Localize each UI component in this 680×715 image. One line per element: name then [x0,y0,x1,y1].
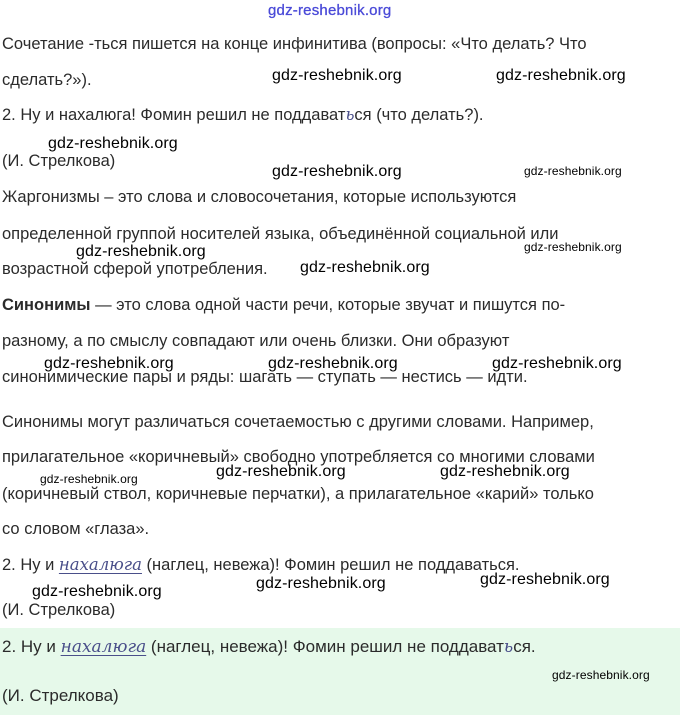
paragraph-compatibility-line-1: Синонимы могут различаться сочетаемостью с другими словами. Например, [2,413,594,431]
example-1-handwritten-letter: ь [345,105,355,124]
answer-panel-author: (И. Стрелкова) [2,686,119,705]
example-sentence-1 [2,105,484,125]
watermark: gdz-reshebnik.org [496,67,626,84]
watermark: gdz-reshebnik.org [300,259,430,276]
watermark: gdz-reshebnik.org [440,463,570,480]
watermark-top: gdz-reshebnik.org [268,2,392,19]
paragraph-infinitive-line-1: Сочетание -ться пишется на конце инфинитива (вопросы: «Что делать? Что [2,35,587,53]
paragraph-compatibility-line-3: (коричневый ствол, коричневые перчатки), а прилагательное «карий» только [2,485,594,503]
watermark: gdz-reshebnik.org [524,240,622,254]
watermark: gdz-reshebnik.org [268,355,398,372]
watermark: gdz-reshebnik.org [480,571,610,588]
example-sentence-2 [2,555,520,575]
paragraph-compatibility-line-4: со словом «глаза». [2,520,150,538]
author-2: (И. Стрелкова) [2,601,116,619]
panel-part-b: (наглец, невежа)! Фомин решил не поддават [146,637,504,656]
watermark: gdz-reshebnik.org [492,355,622,372]
watermark: gdz-reshebnik.org [256,575,386,592]
paragraph-synonyms-line-2: разному, а по смыслу совпадают или очень близки. Они образуют [2,332,510,350]
watermark: gdz-reshebnik.org [32,583,162,600]
watermark: gdz-reshebnik.org [216,463,346,480]
panel-part-c: ся. [513,637,536,656]
answer-panel-sentence [2,637,536,657]
example-1-part-b: ся (что делать?). [354,106,484,124]
paragraph-compatibility-line-2: прилагательное «коричневый» свободно употребляется со многими словами [2,448,595,466]
paragraph-jargon-line-2: определенной группой носителей языка, объединённой социальной или [2,225,559,243]
paragraph-synonyms-line-1 [2,295,565,315]
watermark: gdz-reshebnik.org [76,243,206,260]
paragraph-jargon-line-1: Жаргонизмы – это слова и словосочетания, которые используются [2,188,517,206]
synonyms-line-1-rest: — это слова одной части речи, которые звучат и пишутся по- [90,296,566,314]
watermark: gdz-reshebnik.org [48,135,178,152]
watermark: gdz-reshebnik.org [40,472,138,486]
example-1-part-a: 2. Ну и нахалюга! Фомин решил не поддават [2,106,346,124]
panel-handwritten-letter: ь [503,637,514,657]
watermark: gdz-reshebnik.org [272,163,402,180]
panel-handwritten-word: нахалюга [60,637,147,657]
paragraph-infinitive-line-2: сделать?»). [2,71,92,89]
synonyms-term: Синонимы [2,296,91,314]
watermark: gdz-reshebnik.org [524,164,622,178]
watermark: gdz-reshebnik.org [44,355,174,372]
watermark: gdz-reshebnik.org [552,668,650,682]
example-2-part-a: 2. Ну и [2,556,59,574]
author-1: (И. Стрелкова) [2,152,116,170]
watermark: gdz-reshebnik.org [272,67,402,84]
example-2-part-b: (наглец, невежа)! Фомин решил не поддаваться. [141,556,520,574]
example-2-handwritten-word: нахалюга [58,555,142,574]
paragraph-synonyms-line-3: синонимические пары и ряды: шагать — ступать — нестись — идти. [2,368,528,386]
panel-part-a: 2. Ну и [2,637,61,656]
paragraph-jargon-line-3: возрастной сферой употребления. [2,260,268,278]
